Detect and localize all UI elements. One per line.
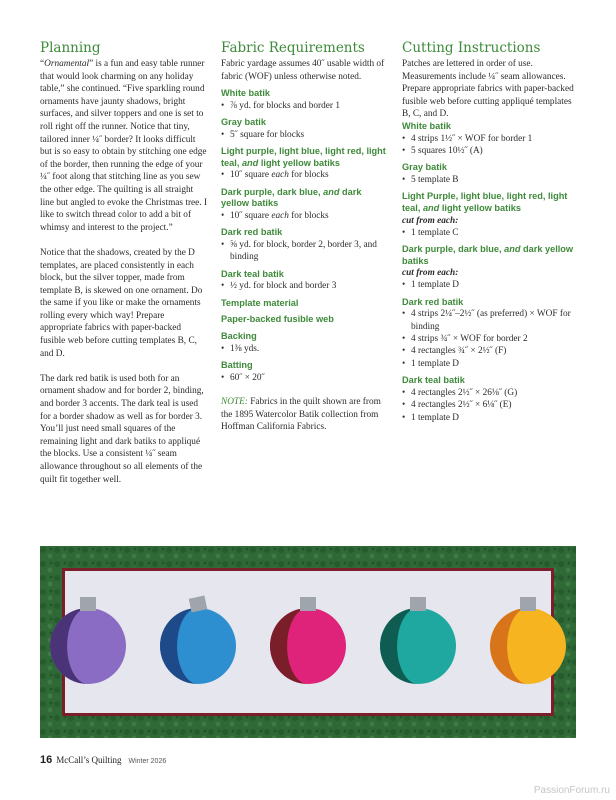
- list-item: • 5˝ square for blocks: [221, 129, 391, 141]
- list-item: • 4 strips ¾˝ × WOF for border 2: [402, 333, 580, 345]
- cutting-gray-list: [402, 174, 580, 186]
- quilt-photo: [40, 546, 576, 738]
- cutting-light-list: [402, 227, 580, 239]
- fabric-template-heading: Template material: [221, 297, 299, 308]
- planning-title: Planning: [40, 40, 101, 56]
- cutting-title: Cutting Instructions: [402, 40, 541, 56]
- list-item: • 4 rectangles ¾˝ × 2½˝ (F): [402, 345, 580, 357]
- fabric-light-list: [221, 169, 391, 181]
- page-footer: [40, 754, 166, 766]
- list-item: • ½ yd. for block and border 3: [221, 280, 391, 292]
- list-item: • 5 squares 10½˝ (A): [402, 145, 580, 157]
- planning-paragraph-3: The dark red batik is used both for an ornament shadow and for border 2, binding, and border 3 accents. The dark teal is used for a border shadow as well as for border 3. You’ll just need small squares of the remaining light and dark batiks to appliqué the blocks. Use a consistent ¼˝ seam allowance throughout so all elements of the quilt fit together well.: [40, 373, 204, 485]
- fabric-darkteal-list: [221, 280, 391, 292]
- fabric-batting-heading: Batting: [221, 359, 253, 370]
- list-item: • 4 rectangles 2½˝ × 6⅛˝ (E): [402, 399, 580, 411]
- cutting-column: [402, 40, 580, 424]
- cutting-darkmix-list: [402, 279, 580, 291]
- fabric-gray-heading: Gray batik: [221, 117, 266, 128]
- cutting-light-cut-note: cut from each:: [402, 215, 459, 226]
- list-item: • 4 strips 2¼˝–2½˝ (as preferred) × WOF for binding: [402, 308, 580, 333]
- list-item: • 1 template D: [402, 412, 580, 424]
- page-number: 16: [40, 754, 53, 766]
- list-item: • ⅞ yd. for blocks and border 1: [221, 100, 391, 112]
- list-item: • 4 rectangles 2½˝ × 26⅛˝ (G): [402, 387, 580, 399]
- cutting-gray-heading: Gray batik: [402, 162, 447, 173]
- cutting-intro: Patches are lettered in order of use. Measurements include ¼˝ seam allowances. Prepare appropriate fabrics with paper-backed fusible web before cutting appliqué templates B, C, and D.: [402, 59, 574, 120]
- fabric-intro: Fabric yardage assumes 40˝ usable width of fabric (WOF) unless otherwise noted.: [221, 59, 385, 82]
- cutting-darkteal-heading: Dark teal batik: [402, 375, 465, 386]
- fabric-note: NOTE: Fabrics in the quilt shown are from the 1895 Watercolor Batik collection from Hoffman California Fabrics.: [221, 396, 381, 433]
- planning-column: [40, 40, 208, 499]
- ornament-topper: [410, 597, 426, 611]
- list-item: • 5 template B: [402, 174, 580, 186]
- cutting-darkred-list: [402, 308, 580, 370]
- quilt-name: Ornamental: [44, 59, 90, 69]
- fabric-title: Fabric Requirements: [221, 40, 365, 56]
- cutting-darkred-heading: Dark red batik: [402, 296, 464, 307]
- list-item: • 1⅜ yds.: [221, 343, 391, 355]
- fabric-light-heading: Light purple, light blue, light red, light teal, and light yellow batiks: [221, 146, 386, 168]
- fabric-darkred-heading: Dark red batik: [221, 227, 283, 238]
- cutting-darkmix-cut-note: cut from each:: [402, 268, 459, 279]
- fabric-column: [221, 40, 391, 434]
- list-item: • 10˝ square each for blocks: [221, 169, 391, 181]
- fabric-backing-list: [221, 343, 391, 355]
- list-item: • 1 template D: [402, 358, 580, 370]
- cutting-darkteal-list: [402, 387, 580, 424]
- planning-paragraph-1: “Ornamental” is a fun and easy table runner that would look charming on any holiday table,” she continued. “Five sparkling round ornaments have jaunty shadows, bright surfaces, and silver toppers and one is set to roll right off the runner. Notice that tiny, tailored inner ¼˝ border? It looks difficult but is so easy to obtain by stitching one edge of the border, then running the edge of your ¼˝ foot along that stitching line as you sew the other edge. The quilting is all straight line but angled to evoke the Christmas tree. I like to switch thread color to add a bit of whimsy and interest to the project.”: [40, 59, 208, 233]
- fabric-batting-list: [221, 372, 391, 384]
- list-item: • 4 strips 1½˝ × WOF for border 1: [402, 133, 580, 145]
- fabric-backing-heading: Backing: [221, 330, 257, 341]
- fabric-white-heading: White batik: [221, 88, 271, 99]
- list-item: • 1 template D: [402, 279, 580, 291]
- ornament-topper: [80, 597, 96, 611]
- fabric-darkteal-heading: Dark teal batik: [221, 268, 284, 279]
- fabric-fusible-heading: Paper-backed fusible web: [221, 314, 334, 325]
- fabric-white-list: [221, 100, 391, 112]
- cutting-darkmix-heading: Dark purple, dark blue, and dark yellow batiks: [402, 243, 574, 266]
- planning-paragraph-2: Notice that the shadows, created by the D templates, are placed consistently in each block, but the silver topper, made from template B, is skewed on one ornament. Do the same if you like or make the ornaments rolling every which way! Prepare appropriate fabrics with paper-backed fusible web before cutting templates B, C, and D.: [40, 247, 203, 359]
- list-item: • 10˝ square each for blocks: [221, 210, 391, 222]
- fabric-darkmix-list: [221, 210, 391, 222]
- cutting-light-heading: Light Purple, light blue, light red, light teal, and light yellow batiks: [402, 191, 568, 213]
- fabric-darkred-list: [221, 239, 391, 264]
- magazine-name: McCall’s Quilting: [56, 755, 122, 765]
- ornament-topper: [520, 597, 536, 611]
- ornament-topper: [300, 597, 316, 611]
- cutting-white-list: [402, 133, 580, 158]
- watermark: PassionForum.ru: [533, 785, 610, 796]
- list-item: • 1 template C: [402, 227, 580, 239]
- fabric-gray-list: [221, 129, 391, 141]
- cutting-white-heading: White batik: [402, 120, 452, 131]
- fabric-darkmix-heading: Dark purple, dark blue, and dark yellow batiks: [221, 186, 362, 209]
- issue-label: Winter 2026: [128, 758, 167, 765]
- list-item: • 60˝ × 20˝: [221, 372, 391, 384]
- list-item: • ⅝ yd. for block, border 2, border 3, and binding: [221, 239, 391, 264]
